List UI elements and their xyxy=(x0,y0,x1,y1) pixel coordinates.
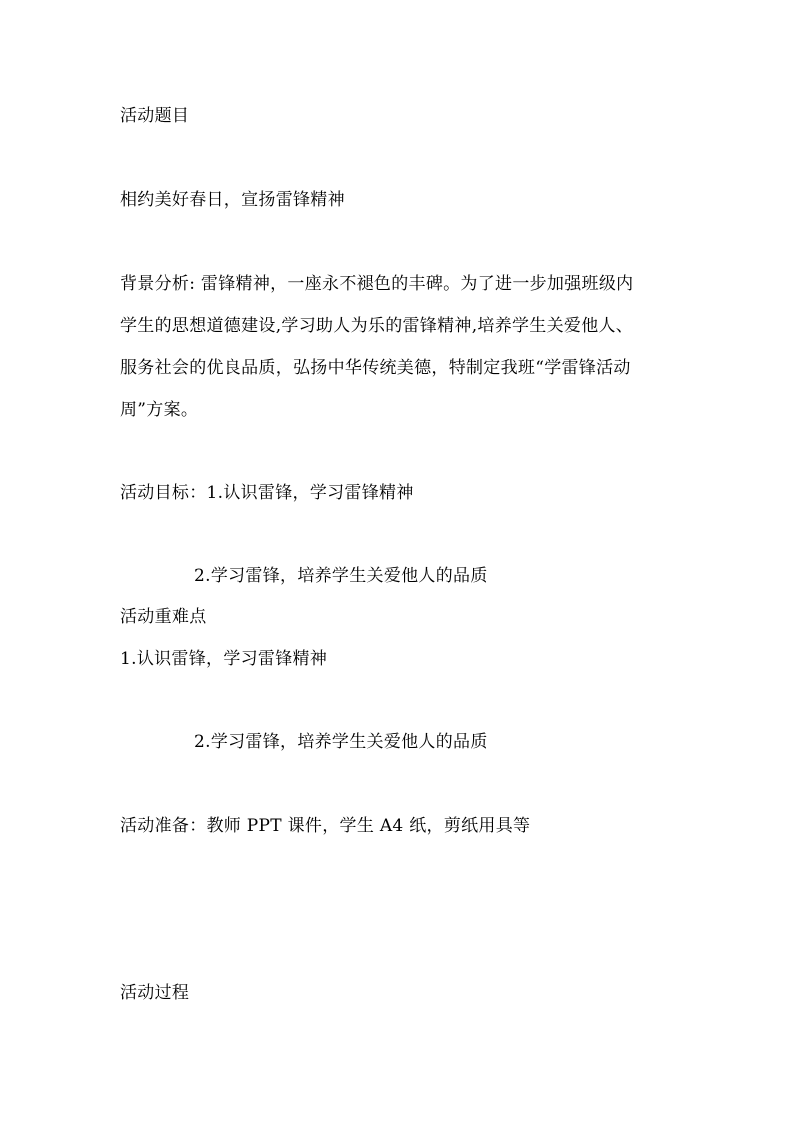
background-line-2: 学生的思想道德建设,学习助人为乐的雷锋精神,培养学生关爱他人、 xyxy=(120,316,634,336)
key-points-line-2: 2.学习雷锋，培养学生关爱他人的品质 xyxy=(194,732,488,752)
goals-line-2: 2.学习雷锋，培养学生关爱他人的品质 xyxy=(194,566,488,586)
goals-line-1: 活动目标：1.认识雷锋，学习雷锋精神 xyxy=(120,483,414,503)
key-points-line-1: 1.认识雷锋，学习雷锋精神 xyxy=(120,649,328,669)
process-heading: 活动过程 xyxy=(120,983,190,1003)
background-line-1: 背景分析: 雷锋精神，一座永不褪色的丰碑。为了进一步加强班级内 xyxy=(120,274,634,294)
activity-title-heading: 活动题目 xyxy=(120,106,190,126)
preparation: 活动准备：教师 PPT 课件，学生 A4 纸，剪纸用具等 xyxy=(120,816,531,836)
activity-title: 相约美好春日，宣扬雷锋精神 xyxy=(120,190,345,210)
key-points-heading: 活动重难点 xyxy=(120,607,207,627)
background-line-3: 服务社会的优良品质，弘扬中华传统美德，特制定我班“学雷锋活动 xyxy=(120,358,631,378)
background-line-4: 周”方案。 xyxy=(120,400,199,420)
